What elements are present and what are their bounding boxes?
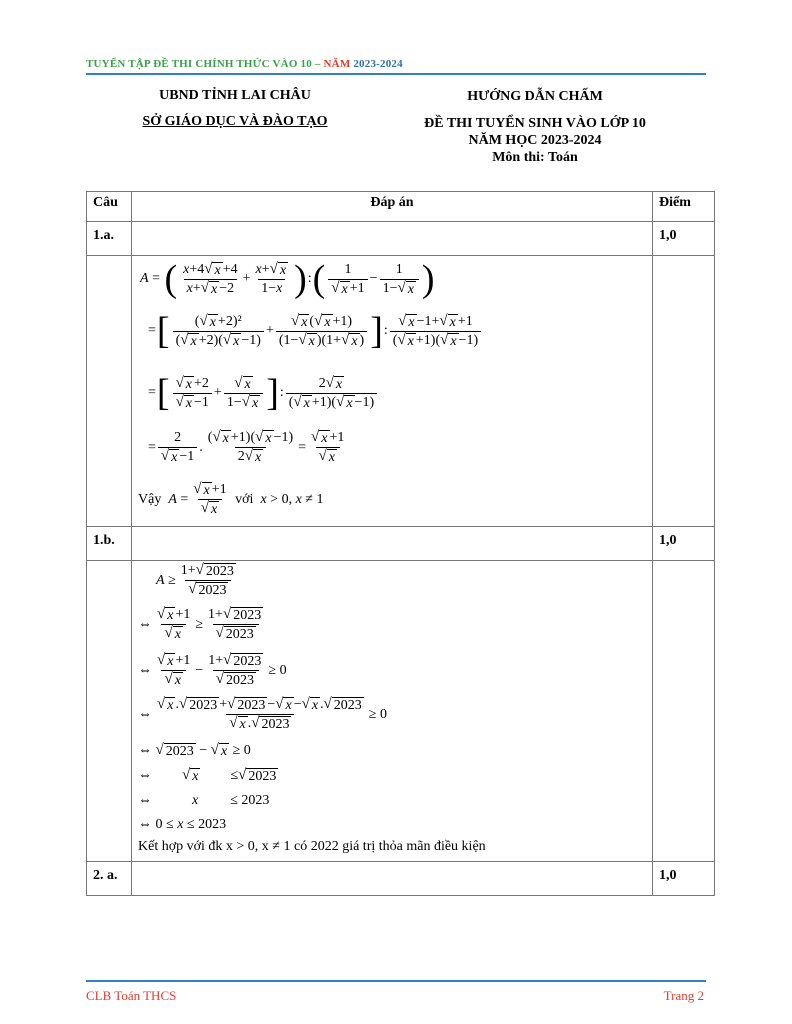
title-block [400, 88, 670, 166]
math-line: A ≥ 1+ √ 2023 √ 2023 [156, 562, 234, 598]
math-line: ⇔ 0 ≤ x ≤ 2023 [138, 817, 227, 832]
math-line: ⇔ √ x +1 √ x ≥ 1+ √ 2023 √ 2023 [138, 606, 262, 642]
footer-left: CLB Toán THCS [86, 988, 177, 1003]
math-line: ⇔ √ x +1 √ x − 1+ √ 2023 √ 2023 ≥ 0 [138, 652, 287, 688]
answer-table [86, 191, 715, 896]
math-line: ⇔ √ x ≤ √ 2023 [138, 767, 277, 784]
math-line: = [ ( √ x +2)² ( √ x +2)( √ x −1) + √ x ( √ x +1) (1− √ x )(1+ √ x ) ] : √ x −1+ √ x +1 ( √ x +1)( √ x −1) [148, 312, 483, 350]
conclusion-text: Kết hợp với đk x > 0, x ≠ 1 có 2022 giá trị thỏa mãn điều kiện [138, 839, 486, 854]
doc-title: HƯỚNG DẪN CHẤM [467, 89, 603, 104]
table-row [87, 561, 715, 862]
issuer-block [120, 88, 350, 140]
math-line: ⇔ √ 2023 − √ x ≥ 0 [138, 742, 251, 759]
exam-title: ĐỀ THI TUYỂN SINH VÀO LỚP 10 [424, 116, 646, 131]
table-row [87, 256, 715, 527]
table-row: 2. a. 1,0 [87, 862, 715, 896]
subject: Môn thi: Toán [492, 150, 578, 165]
math-line: = [ √ x +2 √ x −1 + √ x 1− √ x ] : 2 √ x ( √ x +1)( √ x −1) [148, 374, 379, 412]
solution-1a [132, 256, 653, 527]
footer-divider [86, 980, 706, 982]
table-row: 1.b. 1,0 [87, 527, 715, 561]
col-header-dapan: Đáp án [132, 192, 653, 222]
table-row: 1.a. 1,0 [87, 222, 715, 256]
page-number: Trang 2 [663, 988, 704, 1003]
col-header-cau: Câu [87, 192, 132, 222]
table-header [87, 192, 715, 222]
school-year: NĂM HỌC 2023-2024 [468, 133, 602, 148]
math-line: = 2 √ x −1 . ( √ x +1)( √ x −1) 2 √ x = √ x +1 √ x [148, 429, 345, 465]
solution-1b [132, 561, 653, 862]
page-header: TUYỂN TẬP ĐỀ THI CHÍNH THỨC VÀO 10 – NĂM 2023-2024 [86, 58, 403, 70]
col-header-diem: Điểm [653, 192, 715, 222]
department-name: SỞ GIÁO DỤC VÀ ĐÀO TẠO [142, 114, 328, 129]
header-divider [86, 73, 706, 75]
math-line: ⇔ x ≤ 2023 [138, 793, 270, 808]
math-line: A = ( x+4 √ x +4 x+ √ x −2 + x+ √ x 1−x ) : ( 1 √ x +1 − 1 1− √ x ) [140, 258, 435, 300]
province-name: UBND TỈNH LAI CHÂU [159, 88, 311, 103]
math-line: ⇔ √ x . √ 2023 + √ 2023 − √ x − √ x . √ 2023 √ x . √ 2023 ≥ 0 [138, 696, 387, 732]
math-line: Vậy A = √ x +1 √ x với x > 0, x ≠ 1 [138, 481, 324, 517]
